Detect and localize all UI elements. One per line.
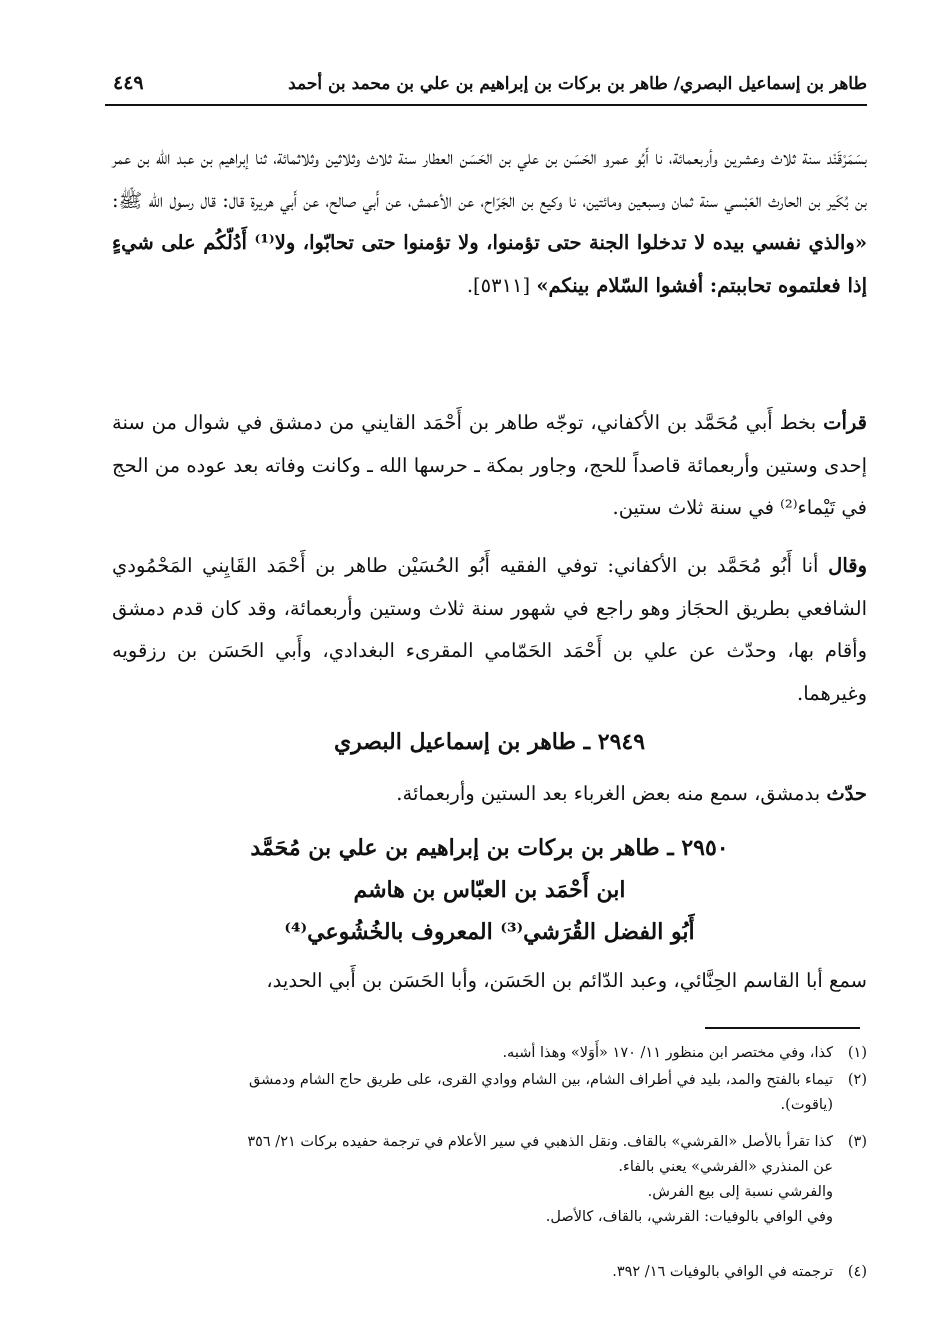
footnote-number: (٤) [847,1264,867,1280]
footnote-text: (ياقوت). [780,1097,833,1113]
footnote-1 [112,1041,867,1066]
footnote-text: وفي الوافي بالوفيات: القرشي، بالقاف، كالأصل. [545,1209,833,1225]
paragraph-text: سمع أبا القاسم الحِنَّائي، وعبد الدّائم بن الحَسَن، وأبا الحَسَن بن أَبي الحديد، [266,969,867,992]
running-header [105,68,867,106]
hadith-ref: [٥٣١١]. [466,273,531,297]
footnote-text: والفرشي نسبة إلى بيع الفرش. [647,1184,833,1200]
hadith-isnad: بسَمَرْقَنْد سنة ثلاث وعشرين وأربعمائة، نا أَبُو عمرو الحَسَن بن علي بن الحَسَن العطار سنة ثلاث وثلاثين وثلاثمائة، ثنا إبراهيم بن عبد الله بن عمر بن بُكَير بن الحارث العَبْسي سنة ثمان وسبعين ومائتين، نا وكيع بن الجَرّاح، عن الأعمش، عن أَبي صالح، عن أَبي هريرة قال: قال رسول الله ﷺ: [112,146,867,212]
entry-heading-2950-line2: ابن أَحْمَد بن العبّاس بن هاشم [353,877,626,903]
footnote-2 [112,1068,867,1118]
footnote-number: (١) [847,1045,867,1061]
hadith-matn: «والذي نفسي بيده لا تدخلوا الجنة حتى تؤمنوا، ولا تؤمنوا حتى تحابّوا، ولا⁽¹⁾ أَدُلّكُم على شيءٍ إذا فعلتموه تحاببتم: أفشوا السّلام بينكم» [112,231,868,297]
header-title: طاهر بن إسماعيل البصري/ طاهر بن بركات بن إبراهيم بن علي بن محمد بن أحمد [288,74,867,94]
footnote-3 [112,1130,867,1230]
lead-word: حدّث [826,782,867,805]
entry-heading-2950-line3: أَبُو الفضل القُرَشي⁽³⁾ المعروف بالخُشُوعي⁽⁴⁾ [284,919,695,945]
lead-word: قرأت [823,411,867,434]
footnote-rule [705,1027,860,1029]
footnote-text: كذا، وفي مختصر ابن منظور ١١/ ١٧٠ «أَوَلا» وهذا أشبه. [502,1045,833,1061]
paragraph-text: بدمشق، سمع منه بعض الغرباء بعد الستين وأربعمائة. [396,782,821,805]
paragraph-entry-2950 [112,960,867,1003]
entry-heading-2950-line1: ٢٩٥٠ ـ طاهر بن بركات بن إبراهيم بن علي بن مُحَمَّد [250,835,729,861]
lead-word: وقال [828,554,868,577]
paragraph-death-note [112,402,867,530]
footnote-text: كذا تقرأ بالأصل «القرشي» بالقاف. ونقل الذهبي في سير الأعلام في ترجمة حفيده بركات ٢١/ ٣٥٦ [247,1134,833,1150]
paragraph-text: بخط أَبي مُحَمَّد بن الأكفاني، توجّه طاهر بن أَحْمَد القايني من دمشق في شوال من سنة إحدى وستين وأربعمائة قاصداً للحج، وجاور بمكة ـ حرسها الله ـ وكانت وفاته بعد عوده من الحج في تَيْماء⁽²⁾ في سنة ثلاث ستين. [112,411,867,519]
paragraph-entry-2949 [112,773,867,816]
footnote-text: ترجمته في الوافي بالوفيات ١٦/ ٣٩٢. [612,1264,833,1280]
paragraph-text: أنا أَبُو مُحَمَّد بن الأكفاني: توفي الفقيه أَبُو الحُسَيْن طاهر بن أَحْمَد القَايِني المَحْمُودي الشافعي بطريق الحجَاز وهو راجع في شهور سنة ثلاث وستين وأربعمائة، وقد كان قدم دمشق وأقام بها، وحدّث عن علي بن أَحْمَد الحَمّامي المقرىء البغدادي، وأَبي الحَسَن بن رزقويه وغيرهما. [112,554,867,705]
footnote-number: (٢) [847,1072,867,1088]
footnote-text: عن المنذري «الفرشي» يعني بالفاء. [618,1159,833,1175]
paragraph-akfani [112,545,867,715]
footnote-number: (٣) [847,1134,867,1150]
page-number: ٤٤٩ [113,72,144,94]
entry-heading-2949: ٢٩٤٩ ـ طاهر بن إسماعيل البصري [333,729,646,755]
paragraph-hadith [112,137,867,307]
footnote-4 [112,1260,867,1285]
footnote-text: تيماء بالفتح والمد، بليد في أطراف الشام، بين الشام ووادي القرى، على طريق حاج الشام ودمشق [248,1072,833,1088]
